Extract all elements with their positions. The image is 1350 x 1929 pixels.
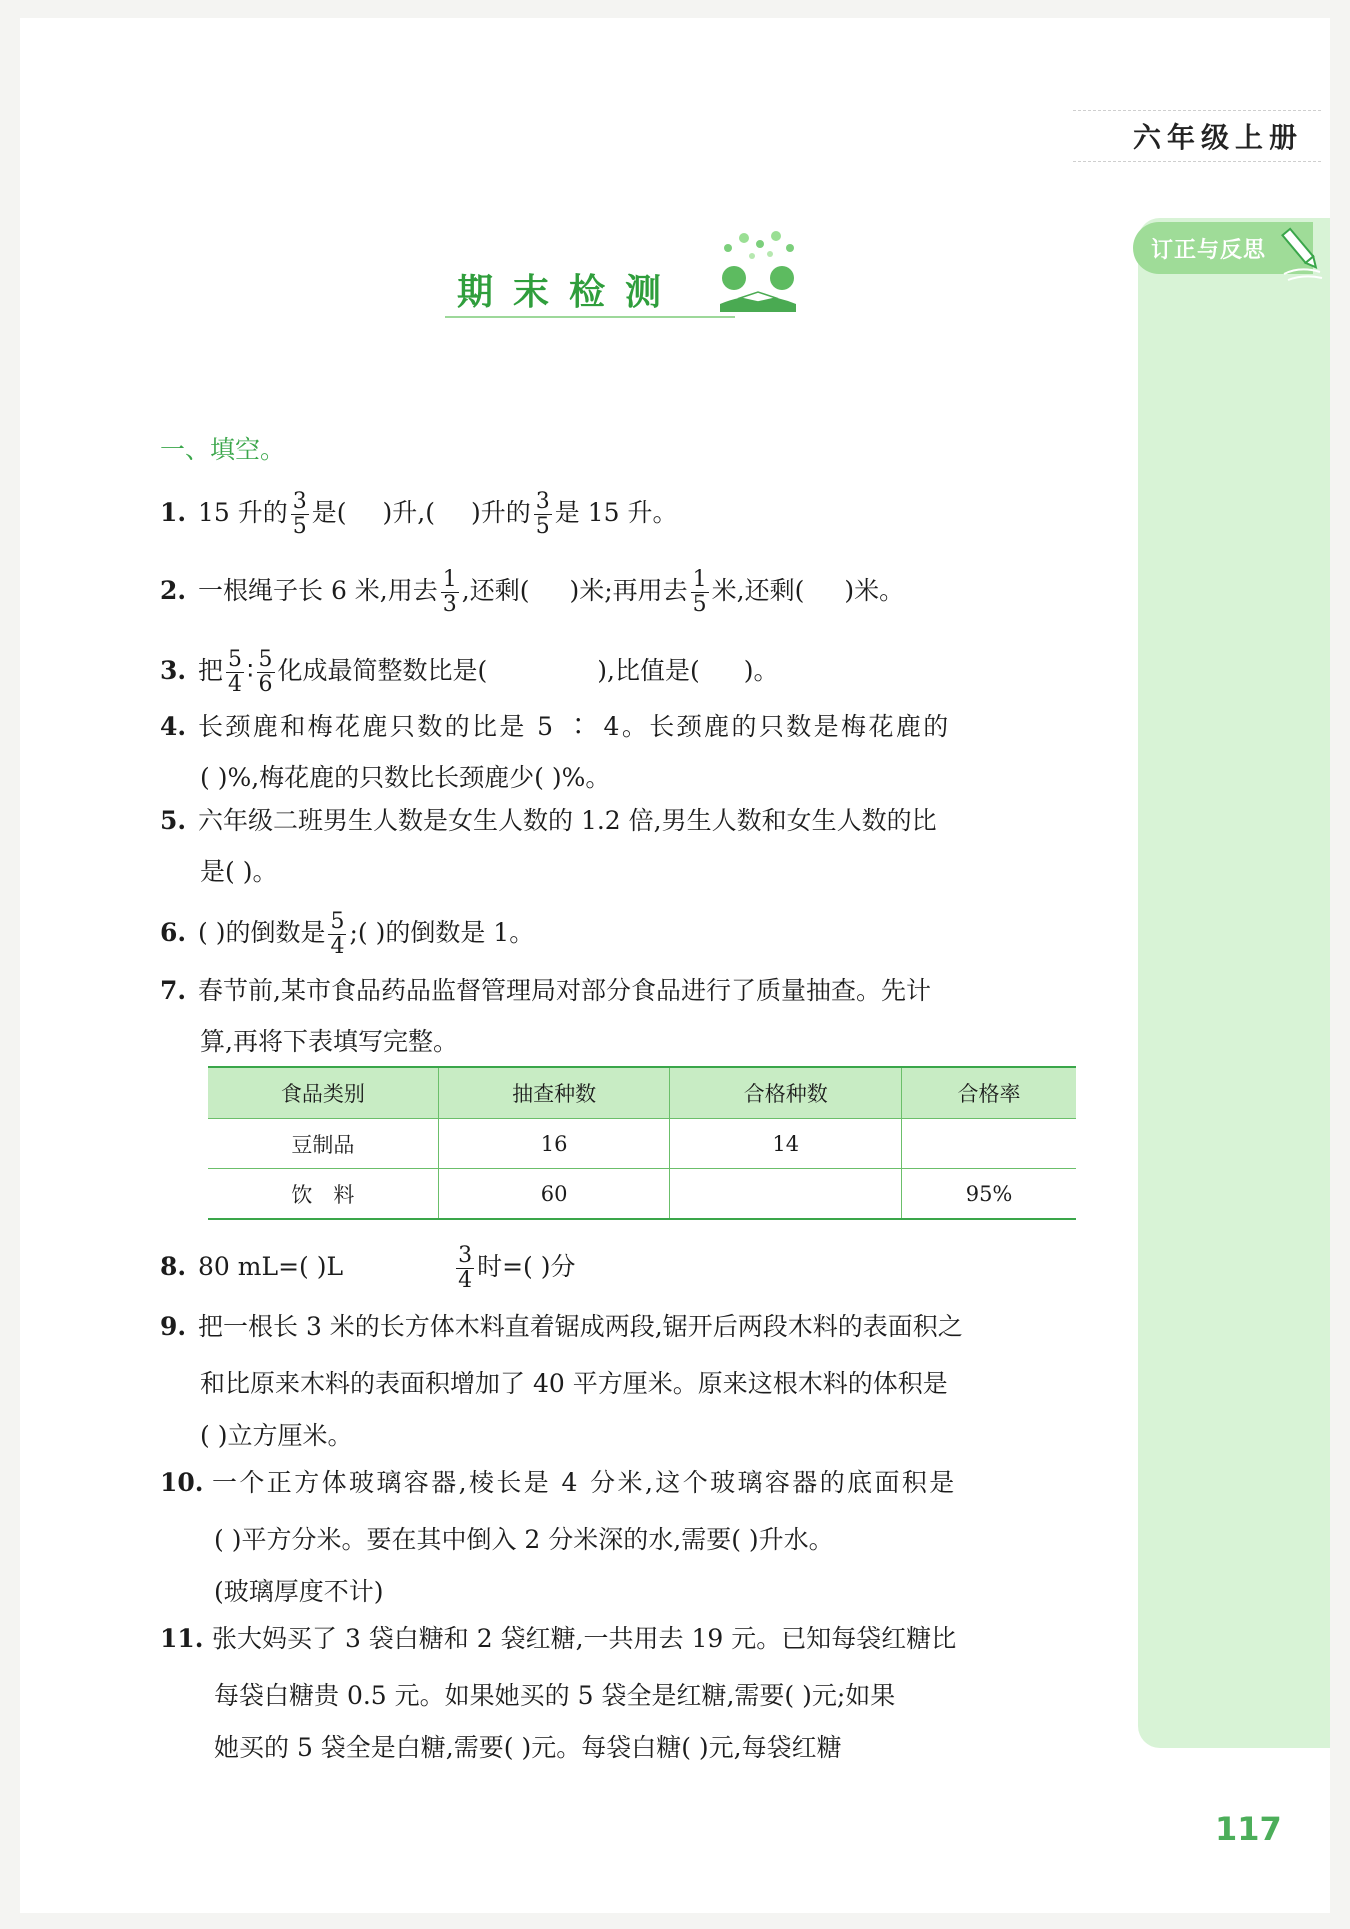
question-4: 4. 长颈鹿和梅花鹿只数的比是 5 ∶ 4。长颈鹿的只数是梅花鹿的: [160, 712, 951, 741]
table-header-row: [208, 1067, 1076, 1119]
question-number: 8.: [160, 1252, 187, 1281]
question-9: 9. 把一根长 3 米的长方体木料直着锯成两段,锯开后两段木料的表面积之: [160, 1312, 963, 1341]
correction-tab-label: 订正与反思: [1151, 237, 1267, 263]
question-10-line-3: (玻璃厚度不计): [214, 1577, 384, 1606]
table-cell: 14: [670, 1119, 902, 1169]
fraction: $\frac{1}{3}$: [442, 567, 457, 617]
table-cell: 饮 料: [208, 1169, 438, 1220]
table-cell: 60: [438, 1169, 670, 1220]
question-number: 4.: [160, 712, 187, 741]
question-8: 8. 80 mL=( )L $\frac{3}{4}$ 时=( )分: [160, 1243, 576, 1293]
table-header-cell: 抽查种数: [438, 1067, 670, 1119]
fraction: $\frac{5}{6}$: [258, 647, 273, 697]
table-cell: 16: [438, 1119, 670, 1169]
question-number: 3.: [160, 656, 187, 685]
grade-label: 六年级上册: [1132, 121, 1303, 154]
question-number: 10.: [160, 1468, 204, 1497]
children-reading-icon: [700, 228, 820, 320]
table-row: [208, 1119, 1076, 1169]
question-10-line-2: ( )平方分米。要在其中倒入 2 分米深的水,需要( )升水。: [214, 1525, 834, 1554]
title-underline: [445, 316, 735, 318]
table-cell: 豆制品: [208, 1119, 438, 1169]
fraction: $\frac{3}{5}$: [535, 489, 550, 539]
question-5: 5. 六年级二班男生人数是女生人数的 1.2 倍,男生人数和女生人数的比: [160, 806, 937, 835]
fraction: $\frac{5}{4}$: [228, 647, 243, 697]
question-4-line-2: ( )%,梅花鹿的只数比长颈鹿少( )%。: [200, 763, 611, 792]
question-7: 7. 春节前,某市食品药品监督管理局对部分食品进行了质量抽查。先计: [160, 976, 931, 1005]
question-number: 5.: [160, 806, 187, 835]
question-number: 2.: [160, 576, 187, 605]
page-title: 期末检测: [457, 271, 682, 313]
fraction: $\frac{5}{4}$: [330, 909, 345, 959]
question-1: 1. 15 升的 $\frac{3}{5}$ 是( )升,( )升的 $\frac{3}{5}$ 是 15 升。: [160, 489, 678, 539]
grade-header: [1073, 110, 1321, 162]
table-row: [208, 1169, 1076, 1220]
table-header-cell: 食品类别: [208, 1067, 438, 1119]
question-3: 3. 把 $\frac{5}{4}$ ∶ $\frac{5}{6}$ 化成最简整数比是( ),比值是( )。: [160, 647, 779, 697]
question-number: 11.: [160, 1624, 204, 1653]
pencil-icon: [1280, 222, 1326, 282]
table-answer-cell[interactable]: [670, 1169, 902, 1220]
question-number: 7.: [160, 976, 187, 1005]
table-header-cell: 合格种数: [670, 1067, 902, 1119]
question-number: 1.: [160, 498, 187, 527]
question-5-line-2: 是( )。: [200, 857, 278, 886]
page-number: 117: [1215, 1810, 1282, 1848]
question-9-line-3: ( )立方厘米。: [200, 1421, 353, 1450]
food-inspection-table: [208, 1066, 1076, 1220]
question-9-line-2: 和比原来木料的表面积增加了 40 平方厘米。原来这根木料的体积是: [200, 1369, 948, 1398]
title-block: [445, 228, 845, 324]
question-11: 11. 张大妈买了 3 袋白糖和 2 袋红糖,一共用去 19 元。已知每袋红糖比: [160, 1624, 957, 1653]
fraction: $\frac{1}{5}$: [692, 567, 707, 617]
question-10: 10. 一个正方体玻璃容器,棱长是 4 分米,这个玻璃容器的底面积是: [160, 1468, 957, 1497]
table-answer-cell[interactable]: [902, 1119, 1076, 1169]
question-6: 6. ( )的倒数是 $\frac{5}{4}$ ;( )的倒数是 1。: [160, 909, 535, 959]
section-heading: 一、填空。: [160, 435, 286, 464]
question-7-line-2: 算,再将下表填写完整。: [200, 1027, 458, 1056]
correction-margin-panel: [1138, 218, 1330, 1748]
question-11-line-3: 她买的 5 袋全是白糖,需要( )元。每袋白糖( )元,每袋红糖: [214, 1733, 842, 1762]
question-2: 2. 一根绳子长 6 米,用去 $\frac{1}{3}$ ,还剩( )米;再用去 $\frac{1}{5}$ 米,还剩( )米。: [160, 567, 905, 617]
fraction: $\frac{3}{4}$: [458, 1243, 473, 1293]
question-11-line-2: 每袋白糖贵 0.5 元。如果她买的 5 袋全是红糖,需要( )元;如果: [214, 1681, 896, 1710]
question-number: 6.: [160, 918, 187, 947]
table-cell: 95%: [902, 1169, 1076, 1220]
table-header-cell: 合格率: [902, 1067, 1076, 1119]
fraction: $\frac{3}{5}$: [292, 489, 307, 539]
question-number: 9.: [160, 1312, 187, 1341]
